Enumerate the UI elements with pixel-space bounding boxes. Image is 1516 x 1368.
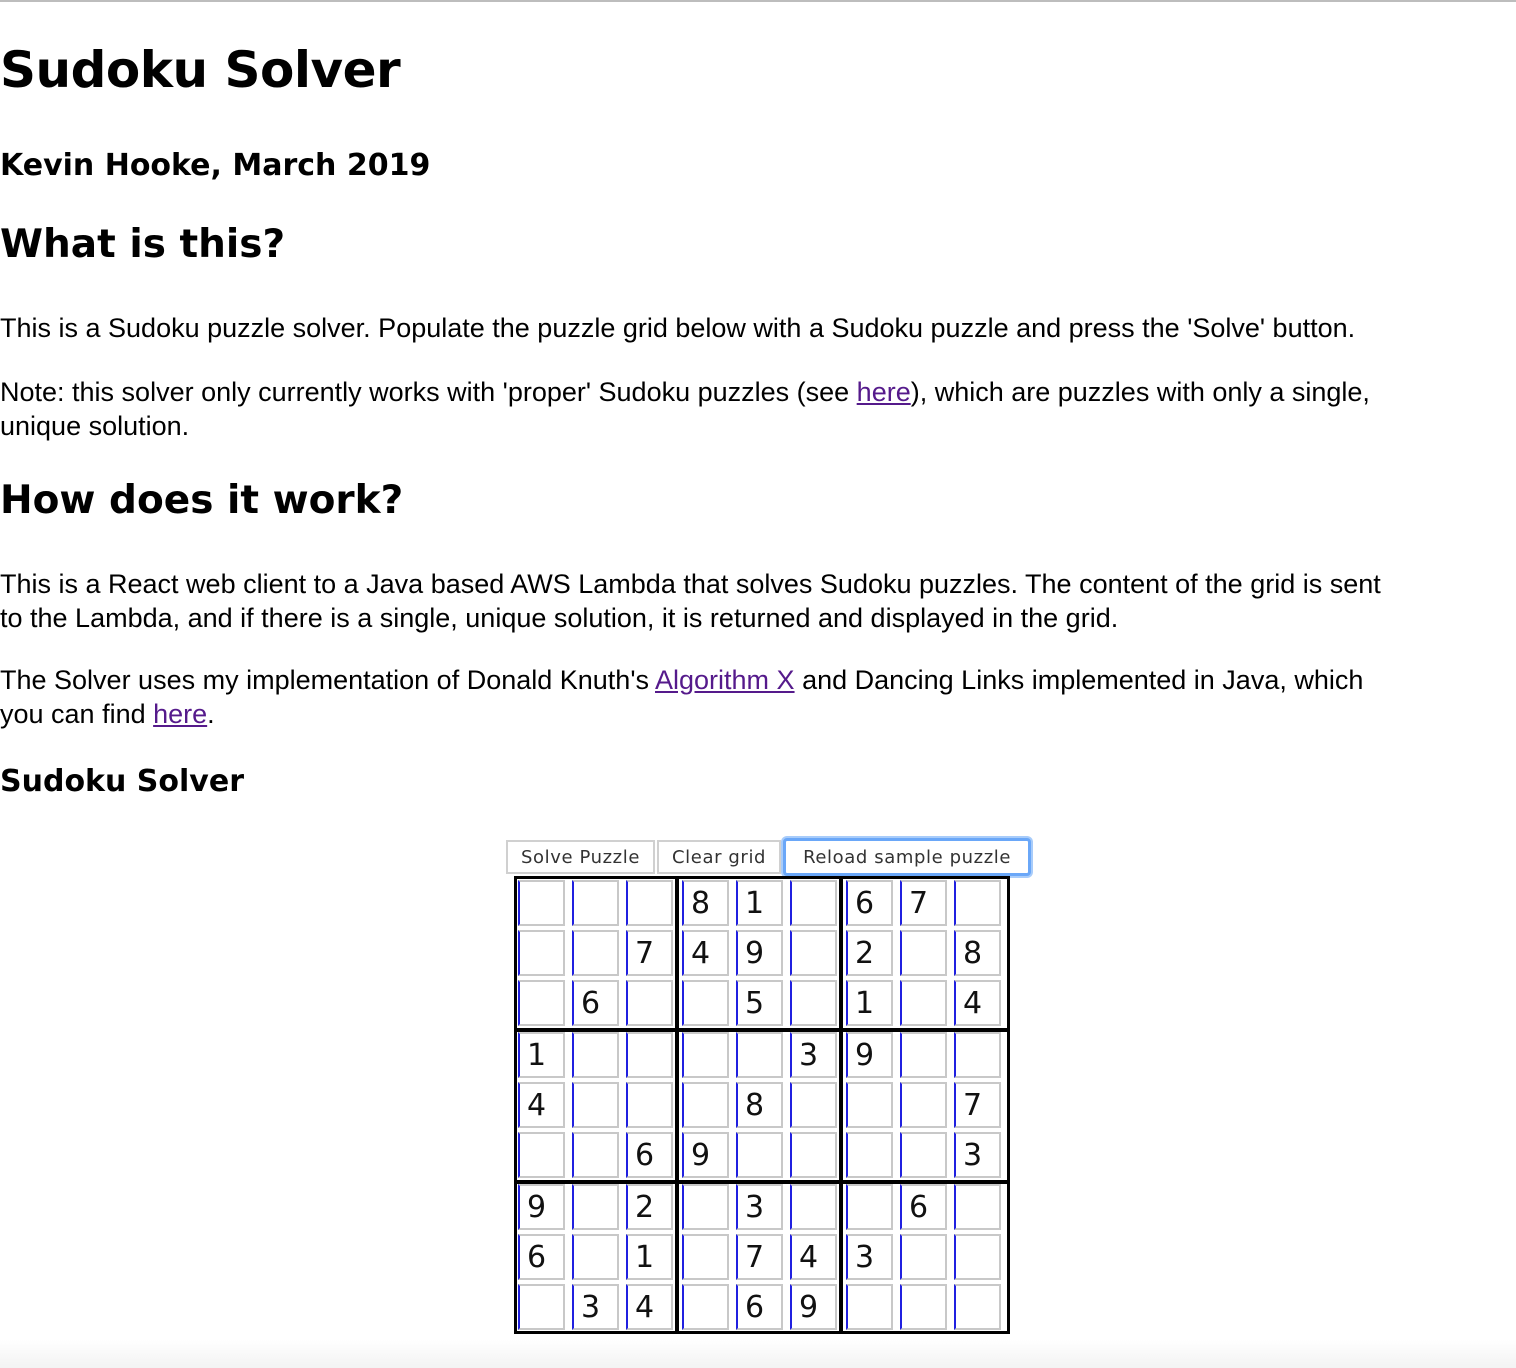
grid-cell-r4-c6[interactable]: 3	[790, 1032, 837, 1078]
grid-cell-r8-c3[interactable]: 1	[626, 1234, 673, 1280]
grid-cell-r4-c4[interactable]	[682, 1032, 729, 1078]
grid-cell-r3-c5[interactable]: 5	[736, 980, 783, 1026]
grid-cell-r9-c6[interactable]: 9	[790, 1284, 837, 1330]
grid-cell-r5-c2[interactable]	[572, 1082, 619, 1128]
grid-cell-r1-c5[interactable]: 1	[736, 880, 783, 926]
solver-heading: Sudoku Solver	[0, 764, 244, 799]
grid-cell-r2-c8[interactable]	[900, 930, 947, 976]
grid-cell-r7-c4[interactable]	[682, 1184, 729, 1230]
grid-cell-r2-c9[interactable]: 8	[954, 930, 1001, 976]
grid-cell-r1-c4[interactable]: 8	[682, 880, 729, 926]
grid-cell-r3-c8[interactable]	[900, 980, 947, 1026]
grid-cell-r5-c8[interactable]	[900, 1082, 947, 1128]
heading-how-does-it-work: How does it work?	[0, 478, 404, 523]
box-divider-horizontal	[517, 1028, 1007, 1032]
heading-what-is-this: What is this?	[0, 222, 286, 267]
grid-cell-r8-c2[interactable]	[572, 1234, 619, 1280]
algorithm-text-after: and Dancing Links implemented in Java, which	[794, 665, 1364, 695]
grid-cell-r2-c7[interactable]: 2	[846, 930, 893, 976]
grid-cell-r6-c1[interactable]	[518, 1132, 565, 1178]
grid-cell-r8-c7[interactable]: 3	[846, 1234, 893, 1280]
grid-cell-r3-c9[interactable]: 4	[954, 980, 1001, 1026]
algorithm-x-link[interactable]: Algorithm X	[655, 665, 795, 695]
grid-cell-r9-c2[interactable]: 3	[572, 1284, 619, 1330]
grid-cell-r1-c6[interactable]	[790, 880, 837, 926]
grid-cell-r7-c2[interactable]	[572, 1184, 619, 1230]
grid-cell-r2-c5[interactable]: 9	[736, 930, 783, 976]
grid-cell-r1-c1[interactable]	[518, 880, 565, 926]
grid-cell-r5-c9[interactable]: 7	[954, 1082, 1001, 1128]
grid-cell-r7-c7[interactable]	[846, 1184, 893, 1230]
clear-grid-button[interactable]: Clear grid	[657, 840, 781, 874]
algorithm-paragraph	[0, 663, 1516, 731]
window-bottom-edge	[0, 1340, 1516, 1368]
proper-sudoku-link[interactable]: here	[856, 377, 911, 407]
grid-cell-r7-c5[interactable]: 3	[736, 1184, 783, 1230]
grid-cell-r1-c3[interactable]	[626, 880, 673, 926]
note-text-after: ), which are puzzles with only a single,	[910, 377, 1370, 407]
how-paragraph	[0, 567, 1516, 635]
intro-paragraph: This is a Sudoku puzzle solver. Populate the puzzle grid below with a Sudoku puzzle and press the 'Solve' button.	[0, 313, 1356, 343]
grid-cell-r9-c5[interactable]: 6	[736, 1284, 783, 1330]
grid-cell-r4-c5[interactable]	[736, 1032, 783, 1078]
grid-cell-r4-c3[interactable]	[626, 1032, 673, 1078]
grid-cell-r9-c7[interactable]	[846, 1284, 893, 1330]
grid-cell-r6-c4[interactable]: 9	[682, 1132, 729, 1178]
grid-cell-r5-c3[interactable]	[626, 1082, 673, 1128]
grid-cell-r3-c1[interactable]	[518, 980, 565, 1026]
grid-cell-r7-c6[interactable]	[790, 1184, 837, 1230]
grid-cell-r1-c9[interactable]	[954, 880, 1001, 926]
grid-cell-r2-c6[interactable]	[790, 930, 837, 976]
grid-cell-r5-c5[interactable]: 8	[736, 1082, 783, 1128]
solver-toolbar	[506, 840, 1033, 876]
grid-cell-r6-c8[interactable]	[900, 1132, 947, 1178]
grid-cell-r8-c8[interactable]	[900, 1234, 947, 1280]
how-line1: This is a React web client to a Java based AWS Lambda that solves Sudoku puzzles. The content of the grid is sent	[0, 569, 1381, 599]
note-text-before: Note: this solver only currently works with 'proper' Sudoku puzzles (see	[0, 377, 857, 407]
grid-cell-r7-c8[interactable]: 6	[900, 1184, 947, 1230]
grid-cell-r5-c7[interactable]	[846, 1082, 893, 1128]
grid-cell-r5-c6[interactable]	[790, 1082, 837, 1128]
grid-cell-r4-c7[interactable]: 9	[846, 1032, 893, 1078]
grid-cell-r4-c9[interactable]	[954, 1032, 1001, 1078]
box-divider-vertical	[675, 879, 679, 1331]
grid-cell-r9-c3[interactable]: 4	[626, 1284, 673, 1330]
grid-cell-r7-c9[interactable]	[954, 1184, 1001, 1230]
grid-cell-r5-c1[interactable]: 4	[518, 1082, 565, 1128]
grid-cell-r5-c4[interactable]	[682, 1082, 729, 1128]
grid-cell-r6-c9[interactable]: 3	[954, 1132, 1001, 1178]
grid-cell-r4-c8[interactable]	[900, 1032, 947, 1078]
grid-cell-r3-c7[interactable]: 1	[846, 980, 893, 1026]
how-line2: to the Lambda, and if there is a single, unique solution, it is returned and displayed in the grid.	[0, 603, 1119, 633]
grid-cell-r2-c2[interactable]	[572, 930, 619, 976]
algorithm-text-before: The Solver uses my implementation of Donald Knuth's	[0, 665, 655, 695]
grid-cell-r6-c7[interactable]	[846, 1132, 893, 1178]
grid-cell-r9-c8[interactable]	[900, 1284, 947, 1330]
box-divider-vertical	[839, 879, 843, 1331]
grid-cell-r3-c3[interactable]	[626, 980, 673, 1026]
note-text-line2: unique solution.	[0, 411, 190, 441]
reload-sample-button[interactable]: Reload sample puzzle	[783, 838, 1031, 876]
grid-cell-r6-c3[interactable]: 6	[626, 1132, 673, 1178]
source-code-link[interactable]: here	[153, 699, 208, 729]
byline: Kevin Hooke, March 2019	[0, 148, 431, 183]
grid-cell-r6-c5[interactable]	[736, 1132, 783, 1178]
grid-cell-r8-c6[interactable]: 4	[790, 1234, 837, 1280]
solve-puzzle-button[interactable]: Solve Puzzle	[506, 840, 655, 874]
algorithm-line2-after: .	[207, 699, 215, 729]
box-divider-horizontal	[517, 1180, 1007, 1184]
grid-cell-r1-c7[interactable]: 6	[846, 880, 893, 926]
grid-cell-r4-c2[interactable]	[572, 1032, 619, 1078]
grid-cell-r1-c8[interactable]: 7	[900, 880, 947, 926]
grid-cell-r7-c3[interactable]: 2	[626, 1184, 673, 1230]
note-paragraph	[0, 375, 1516, 443]
grid-cell-r2-c4[interactable]: 4	[682, 930, 729, 976]
sudoku-grid	[514, 876, 1010, 1334]
algorithm-line2-before: you can find	[0, 699, 154, 729]
grid-cell-r6-c2[interactable]	[572, 1132, 619, 1178]
grid-cell-r9-c1[interactable]	[518, 1284, 565, 1330]
grid-cell-r4-c1[interactable]: 1	[518, 1032, 565, 1078]
grid-cell-r6-c6[interactable]	[790, 1132, 837, 1178]
grid-cell-r8-c5[interactable]: 7	[736, 1234, 783, 1280]
grid-cell-r8-c9[interactable]	[954, 1234, 1001, 1280]
grid-cell-r1-c2[interactable]	[572, 880, 619, 926]
grid-cell-r2-c3[interactable]: 7	[626, 930, 673, 976]
page-title: Sudoku Solver	[0, 41, 401, 99]
grid-cell-r8-c1[interactable]: 6	[518, 1234, 565, 1280]
grid-cell-r7-c1[interactable]: 9	[518, 1184, 565, 1230]
grid-cell-r9-c9[interactable]	[954, 1284, 1001, 1330]
grid-cell-r3-c2[interactable]: 6	[572, 980, 619, 1026]
grid-cell-r3-c4[interactable]	[682, 980, 729, 1026]
grid-cell-r2-c1[interactable]	[518, 930, 565, 976]
grid-cell-r9-c4[interactable]	[682, 1284, 729, 1330]
grid-cell-r3-c6[interactable]	[790, 980, 837, 1026]
grid-cell-r8-c4[interactable]	[682, 1234, 729, 1280]
